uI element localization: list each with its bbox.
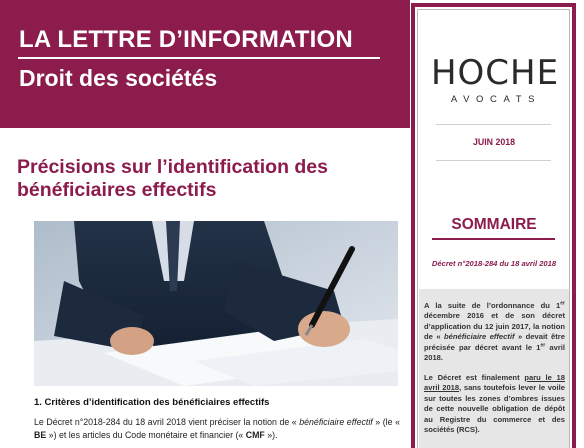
sidebar-divider	[436, 124, 551, 125]
business-handshake-photo	[34, 221, 398, 386]
header-band	[0, 0, 410, 128]
issue-date: JUIN 2018	[472, 137, 516, 147]
newsletter-title: LA LETTRE D’INFORMATION	[19, 26, 353, 53]
sidebar-divider	[436, 160, 551, 161]
summary-paragraph: A la suite de l’ordonnance du 1er décembre 2016 et de son décret d’application du 12 juin 2017, la notion de « bénéficiaire effectif » devait être précisée par décret avant le 1er avril 2018.	[424, 300, 566, 363]
sommaire-heading: SOMMAIRE	[451, 216, 537, 233]
hoche-logo-tagline: AVOCATS	[450, 94, 542, 105]
article-body: Le Décret n°2018-284 du 18 avril 2018 vient préciser la notion de « bénéficiaire effectif » (le « BE ») et les articles du Code monétaire et financier (« CMF »).	[34, 417, 400, 440]
header-divider	[18, 57, 380, 59]
sommaire-underline	[432, 238, 555, 240]
newsletter-subtitle: Droit des sociétés	[19, 65, 218, 91]
summary-paragraph: Le Décret est finalement paru le 18 avril 2018, sans toutefois lever le voile sur toutes les zones d’ombres issues de cette nouvelle obligation de dépôt au Registre du commerce et des sociétés (RCS).	[424, 373, 565, 435]
decree-reference: Décret n°2018-284 du 18 avril 2018	[431, 259, 557, 268]
section-heading: 1. Critères d’identification des bénéficiaires effectifs	[34, 397, 270, 408]
article-title: Précisions sur l’identification des bénéficiaires effectifs	[17, 156, 329, 201]
hoche-logo: HOCHE	[430, 53, 560, 93]
